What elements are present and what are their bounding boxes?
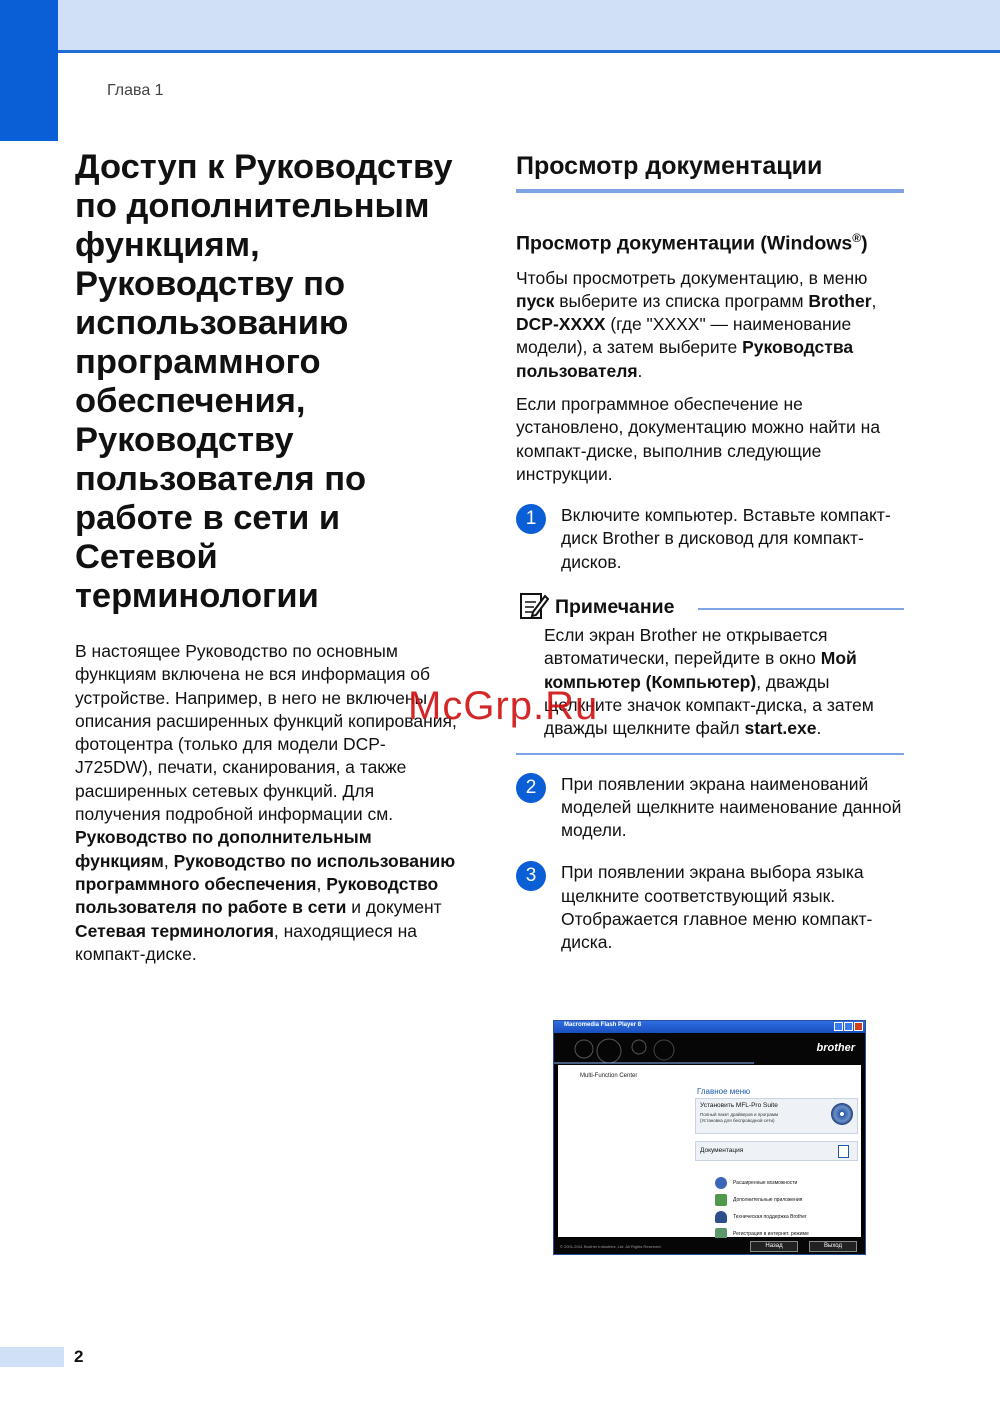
header-band: [0, 0, 1000, 52]
menu-item-label: Дополнительные приложения: [733, 1197, 803, 1203]
copyright: © 2001-2011 Brother Industries, Ltd. All Rights Reserved.: [560, 1244, 662, 1249]
left-column: [75, 148, 460, 966]
note-box: [516, 588, 904, 754]
window-footer: [554, 1238, 865, 1254]
step-number-3: 3: [516, 861, 546, 891]
para-text: ,: [871, 290, 877, 311]
install-button[interactable]: [695, 1098, 858, 1134]
note-bottom-rule: [516, 753, 904, 755]
para-brother: Brother: [808, 290, 872, 311]
exit-button[interactable]: Выход: [809, 1241, 857, 1252]
instructions-paragraph: [516, 267, 904, 383]
note-title: Примечание: [555, 596, 675, 619]
note-text-part: Если экран Brother не открывается автоматически, перейдите в окно: [544, 625, 828, 669]
close-icon[interactable]: [854, 1022, 863, 1031]
para-text: .: [637, 360, 643, 381]
documentation-label: Документация: [700, 1147, 744, 1154]
right-column: [516, 152, 904, 955]
cd-menu-screenshot: [553, 1020, 866, 1255]
support-person-icon: [715, 1211, 727, 1223]
menu-panel: [558, 1065, 861, 1237]
install-title: Установить MFL-Pro Suite: [700, 1102, 778, 1109]
install-sub-line1: Полный пакет драйверов и программ: [700, 1112, 779, 1117]
para-text: (где "XXXX" — наименование модели), а затем выберите: [516, 314, 852, 358]
intro-sep: ,: [163, 850, 174, 871]
window-title: Macromedia Flash Player 8: [564, 1022, 642, 1028]
menu-item-label: Техническая поддержка Brother: [733, 1214, 807, 1220]
para-text: Чтобы просмотреть документацию, в меню: [516, 267, 868, 288]
monitor-icon: [715, 1194, 727, 1206]
intro-text: , находящиеся на компакт-диске.: [75, 920, 418, 964]
registered-mark: ®: [852, 231, 862, 245]
para-start-menu: пуск: [516, 290, 555, 311]
intro-paragraph: [75, 640, 460, 966]
intro-ref-network: Руководство пользователя по работе в сети: [75, 873, 439, 918]
intro-ref-advanced: Руководство по дополнительным функциям: [75, 827, 372, 871]
intro-ref-software: Руководство по использованию программного обеспечения: [75, 850, 456, 894]
note-text-part: , дважды щелкните значок компакт-диска, а затем дважды щелкните файл: [544, 671, 874, 739]
window-controls: [834, 1022, 863, 1031]
note-rule: [698, 608, 904, 610]
step-1: [516, 504, 904, 574]
main-menu-title: Главное меню: [697, 1087, 751, 1096]
chapter-tab: [0, 0, 58, 141]
step-2: [516, 773, 904, 843]
page-number: 2: [74, 1347, 84, 1366]
para-user-guides: Руководства пользователя: [516, 337, 854, 381]
mfc-label: Multi-Function Center: [580, 1073, 638, 1079]
footer-band: [0, 1347, 64, 1367]
note-text-part: .: [816, 718, 822, 739]
subsection-title: [516, 226, 904, 257]
section-title: Просмотр документации: [516, 152, 904, 193]
menu-item-label: Расширенные возможности: [733, 1180, 798, 1186]
note-my-computer: Мой компьютер (Компьютер): [544, 648, 857, 692]
intro-text: В настоящее Руководство по основным функциям включена не вся информация об устройстве. Например, в него не включены описания расширенных функций копирования, фотоцентра (только для модели DCP-J725DW), печати, сканирования, а также расширенных сетевых функций. Для получения подробной информации см.: [75, 641, 457, 825]
install-sub-line2: (Установка для беспроводной сети): [700, 1117, 775, 1123]
cd-paragraph: Если программное обеспечение не установлено, документацию можно найти на компакт-диске, выполнив следующие инструкции.: [516, 393, 881, 484]
menu-item-label: Регистрация в интернет. режиме: [733, 1231, 809, 1237]
step-number-1: 1: [516, 504, 546, 534]
document-icon: [838, 1145, 849, 1158]
banner-circles-icon: [554, 1033, 754, 1065]
cd-disc-icon: [831, 1103, 853, 1125]
step-text-3: При появлении экрана выбора языка щелкните соответствующий язык. Отображается главное меню компакт-диска.: [561, 862, 873, 953]
step-text-2: При появлении экрана наименований моделей щелкните наименование данной модели.: [561, 773, 902, 841]
intro-ref-glossary: Сетевая терминология: [75, 920, 274, 941]
step-text-1: Включите компьютер. Вставьте компакт-диск Brother в дисковод для компакт-дисков.: [561, 505, 891, 572]
step-number-2: 2: [516, 773, 546, 803]
gear-icon: [715, 1177, 727, 1189]
page-title: Доступ к Руководству по дополнительным функциям, Руководству по использованию программного обеспечения, Руководству пользователя по работе в сети и Сетевой терминологии: [75, 148, 453, 615]
watermark: McGrp.Ru: [408, 684, 599, 728]
para-text: выберите из списка программ: [554, 290, 809, 311]
back-button[interactable]: Назад: [750, 1241, 798, 1252]
note-pencil-icon: [519, 590, 549, 620]
minimize-icon[interactable]: [834, 1022, 843, 1031]
maximize-icon[interactable]: [844, 1022, 853, 1031]
note-header: [516, 588, 904, 624]
intro-sep: ,: [316, 873, 327, 894]
chapter-label: Глава 1: [107, 82, 164, 99]
para-model: DCP-XXXX: [516, 314, 606, 335]
step-3: [516, 861, 904, 954]
subsection-title-end: ): [861, 232, 868, 255]
install-subtitle: [700, 1112, 778, 1123]
intro-text: и документ: [346, 897, 442, 918]
window-titlebar: [554, 1021, 865, 1033]
note-start-exe: start.exe: [744, 718, 817, 739]
brother-banner: [554, 1033, 865, 1065]
brother-logo: brother: [816, 1042, 855, 1054]
documentation-button[interactable]: [695, 1141, 858, 1161]
subsection-title-text: Просмотр документации (Windows: [516, 232, 853, 255]
header-rule: [58, 50, 1000, 53]
